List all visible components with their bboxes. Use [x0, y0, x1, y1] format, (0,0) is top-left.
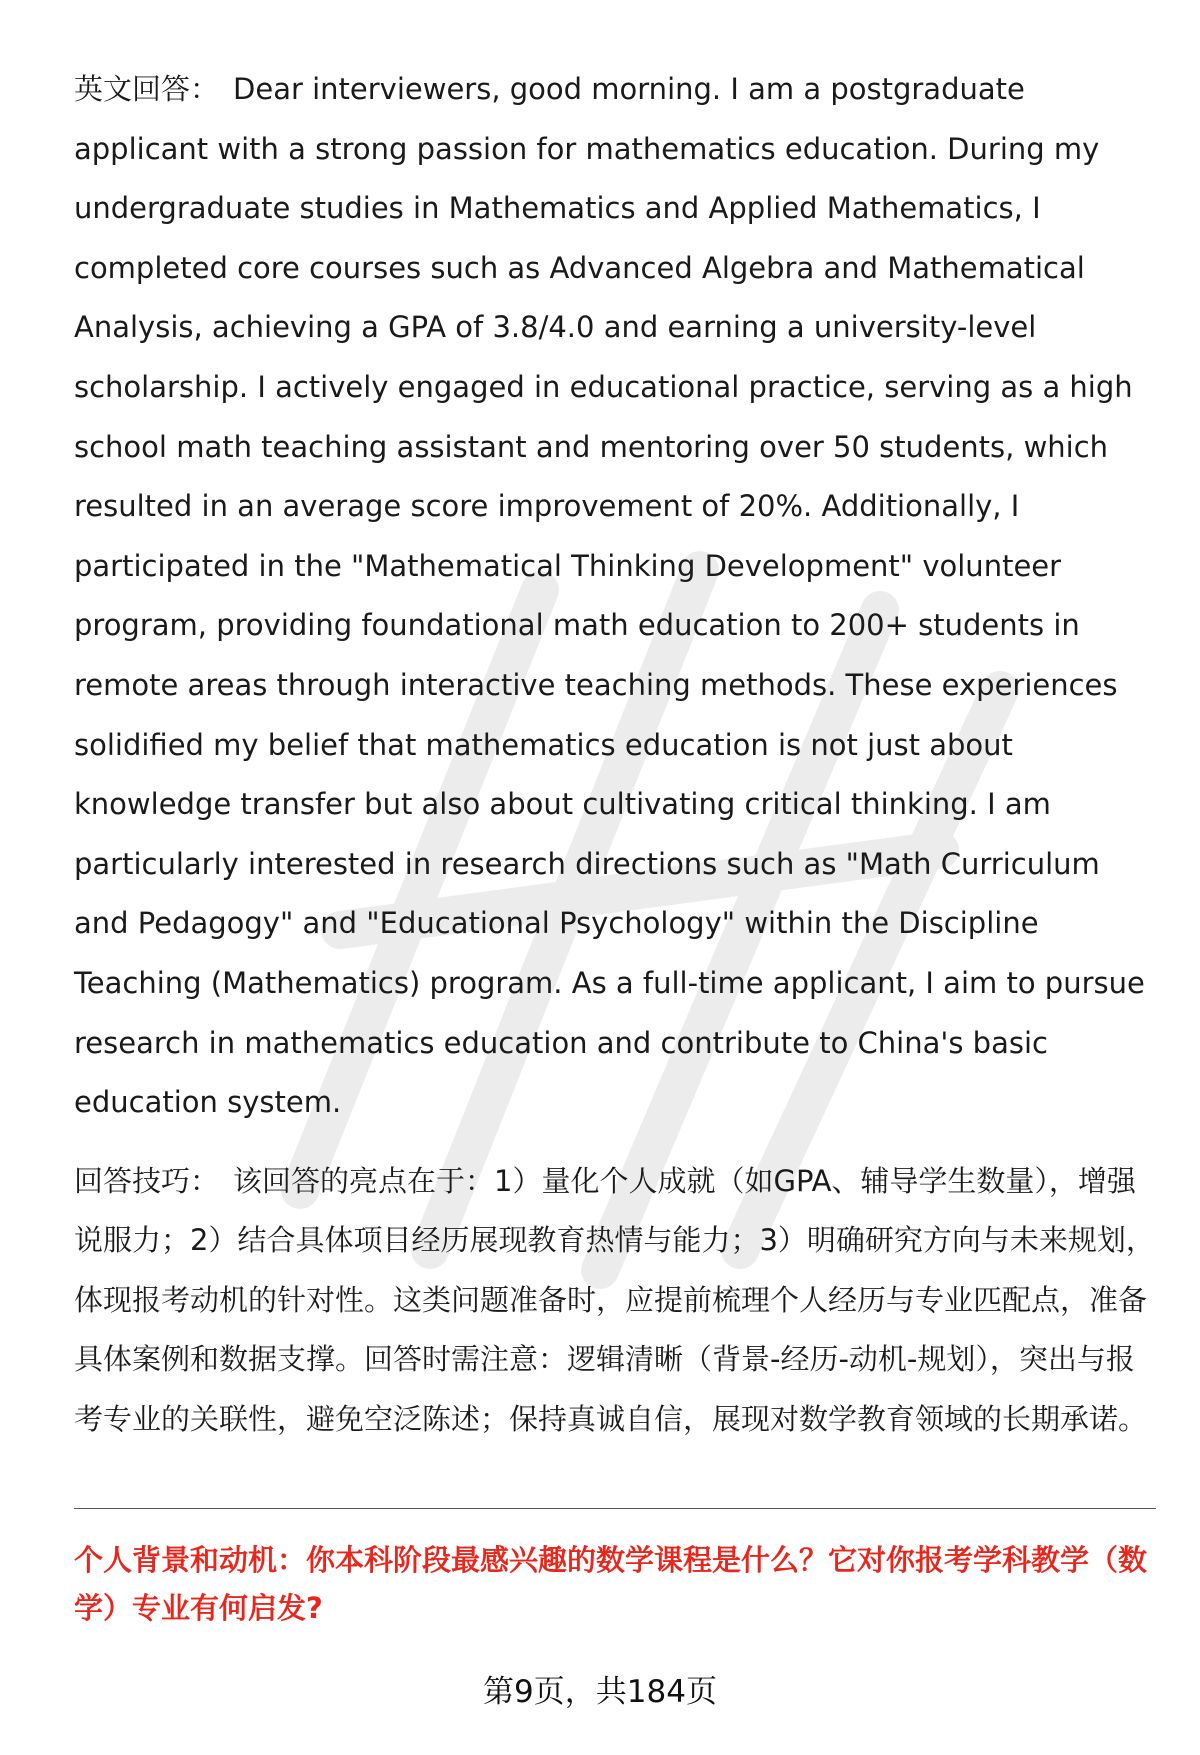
english-answer-text: Dear interviewers, good morning. I am a postgraduate applicant with a strong passion for mathematics education. During my undergraduate studies in Mathematics and Applied Mathematics, I completed core courses such as Advanced Algebra and Mathematical Analysis, achieving a GPA of 3.8/4.0 and earning a university-level scholarship. I actively engaged in educational practice, serving as a high school math teaching assistant and mentoring over 50 students, which resulted in an average score improvement of 20%. Additionally, I participated in the "Mathematical Thinking Development" volunteer program, providing foundational math education to 200+ students in remote areas through interactive teaching methods. These experiences solidified my belief that mathematics education is not just about knowledge transfer but also about cultivating critical thinking. I am particularly interested in research directions such as "Math Curriculum and Pedagogy" and "Educational Psychology" within the Discipline Teaching (Mathematics) program. As a full-time applicant, I aim to pursue research in mathematics education and contribute to China's basic education system.	[74, 72, 1145, 1120]
next-question-heading: 个人背景和动机：你本科阶段最感兴趣的数学课程是什么？它对你报考学科教学（数学）专业有何启发?	[74, 1543, 1148, 1625]
answer-tips-text: 该回答的亮点在于：1）量化个人成就（如GPA、辅导学生数量），增强说服力；2）结合具体项目经历展现教育热情与能力；3）明确研究方向与未来规划，体现报考动机的针对性。这类问题准备时，应提前梳理个人经历与专业匹配点，准备具体案例和数据支撑。回答时需注意：逻辑清晰（背景-经历-动机-规划），突出与报考专业的关联性，避免空泛陈述；保持真诚自信，展现对数学教育领域的长期承诺。	[74, 1163, 1155, 1437]
english-answer-label: 英文回答：	[74, 72, 220, 106]
answer-tips-label: 回答技巧：	[74, 1163, 220, 1198]
english-answer-paragraph	[74, 60, 1159, 1133]
page-number-footer: 第9页，共184页	[483, 1674, 717, 1710]
document-body	[74, 60, 1159, 1450]
section-divider	[74, 1508, 1156, 1509]
answer-tips-paragraph	[74, 1152, 1159, 1450]
